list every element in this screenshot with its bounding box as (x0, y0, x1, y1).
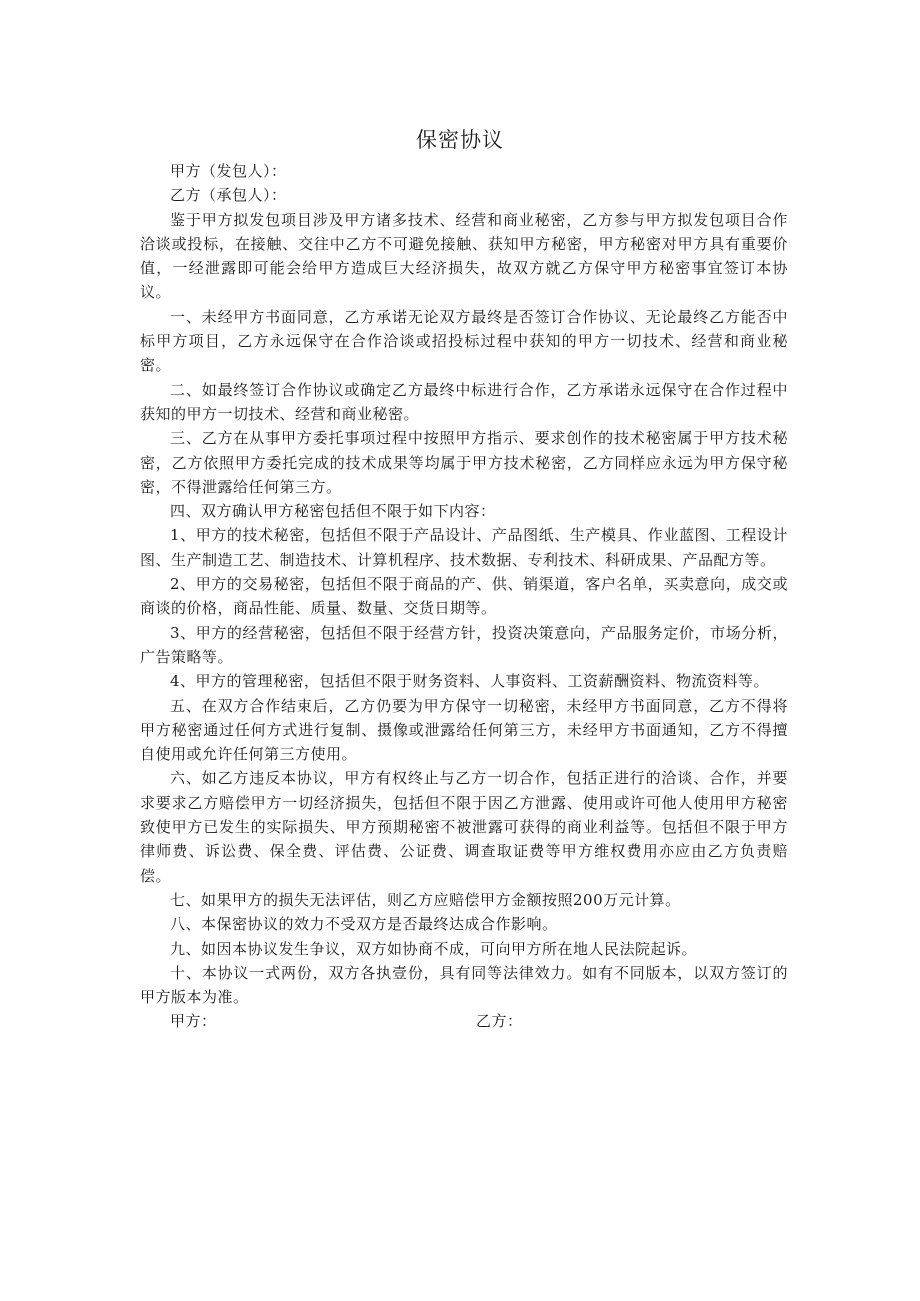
document-title: 保密协议 (416, 128, 504, 152)
clause-9: 九、如因本协议发生争议，双方如协商不成，可向甲方所在地人民法院起诉。 (170, 939, 698, 958)
clause-1: 一、未经甲方书面同意，乙方承诺无论双方最终是否签订合作协议、无论最终乙方能否中标甲方项目，乙方永远保守在合作洽谈或招投标过程中获知的甲方一切技术、经营和商业秘密。 (140, 307, 788, 375)
clause-3: 三、乙方在从事甲方委托事项过程中按照甲方指示、要求创作的技术秘密属于甲方技术秘密，乙方依照甲方委托完成的技术成果等均属于甲方技术秘密，乙方同样应永远为甲方保守秘密，不得泄露给任何第三方。 (140, 429, 788, 496)
clause-6: 六、如乙方违反本协议，甲方有权终止与乙方一切合作，包括正进行的洽谈、合作，并要求要求乙方赔偿甲方一切经济损失，包括但不限于因乙方泄露、使用或许可他人使用甲方秘密致使甲方已发生的实际损失、甲方预期秘密不被泄露可获得的商业利益等。包括但不限于甲方律师费、诉讼费、保全费、评估费、公证费、调查取证费等甲方维权费用亦应由乙方负责赔偿。 (140, 769, 788, 885)
signature-party-a: 甲方： (170, 1012, 217, 1031)
preamble-paragraph: 鉴于甲方拟发包项目涉及甲方诸多技术、经营和商业秘密，乙方参与甲方拟发包项目合作洽谈或投标，在接触、交往中乙方不可避免接触、获知甲方秘密，甲方秘密对甲方具有重要价值，一经泄露即可能会给甲方造成巨大经济损失，故双方就乙方保守甲方秘密事宜签订本协议。 (140, 210, 788, 302)
clause-4-item-4: 4、甲方的管理秘密，包括但不限于财务资料、人事资料、工资薪酬资料、物流资料等。 (170, 672, 770, 691)
clause-4: 四、双方确认甲方秘密包括但不限于如下内容： (170, 502, 496, 521)
clause-10: 十、本协议一式两份，双方各执壹份，具有同等法律效力。如有不同版本，以双方签订的甲方版本为准。 (140, 963, 788, 1007)
clause-4-item-2: 2、甲方的交易秘密，包括但不限于商品的产、供、销渠道，客户名单，买卖意向，成交或商谈的价格，商品性能、质量、数量、交货日期等。 (140, 575, 788, 618)
clause-4-item-1: 1、甲方的技术秘密，包括但不限于产品设计、产品图纸、生产模具、作业蓝图、工程设计图、生产制造工艺、制造技术、计算机程序、技术数据、专利技术、科研成果、产品配方等。 (140, 526, 788, 569)
clause-5: 五、在双方合作结束后，乙方仍要为甲方保守一切秘密，未经甲方书面同意，乙方不得将甲方秘密通过任何方式进行复制、摄像或泄露给任何第三方，未经甲方书面通知，乙方不得擅自使用或允许任何第三方使用。 (140, 696, 788, 764)
clause-2: 二、如最终签订合作协议或确定乙方最终中标进行合作，乙方承诺永远保守在合作过程中获知的甲方一切技术、经营和商业秘密。 (140, 380, 788, 423)
party-b-line: 乙方（承包人）： (170, 186, 287, 205)
clause-8: 八、本保密协议的效力不受双方是否最终达成合作影响。 (170, 915, 558, 934)
signature-party-b: 乙方： (476, 1012, 523, 1031)
party-a-line: 甲方（发包人）： (170, 162, 287, 180)
document-body (140, 159, 788, 1034)
clause-4-item-3: 3、甲方的经营秘密，包括但不限于经营方针，投资决策意向，产品服务定价，市场分析，广告策略等。 (140, 623, 788, 666)
signature-row (140, 1009, 788, 1033)
clause-7: 七、如果甲方的损失无法评估，则乙方应赔偿甲方金额按照200万元计算。 (170, 890, 681, 909)
